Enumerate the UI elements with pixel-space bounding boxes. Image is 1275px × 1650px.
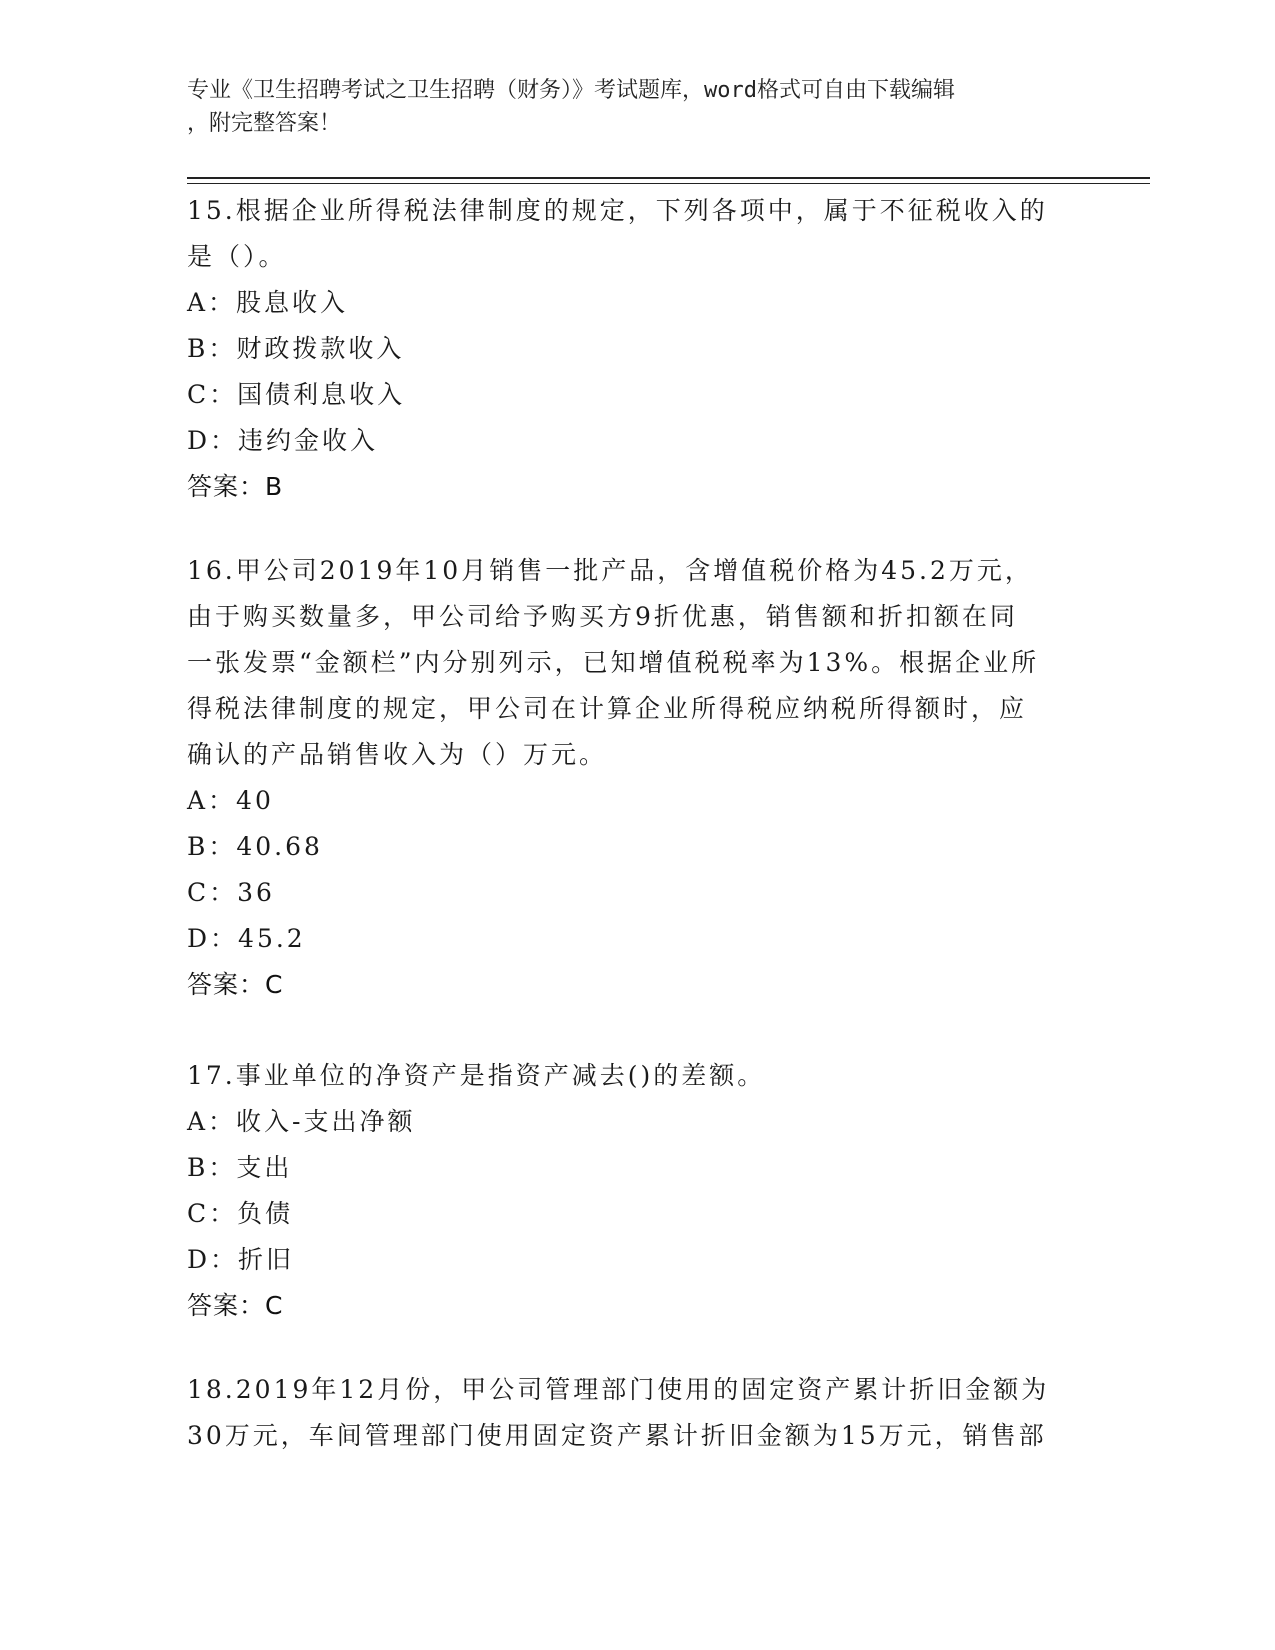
question-15	[187, 188, 1087, 510]
header-rule-thick	[187, 177, 1150, 179]
option-d: D：45.2	[187, 924, 306, 953]
header-rule-thin	[187, 183, 1150, 184]
question-stem-line: 17.事业单位的净资产是指资产减去()的差额。	[187, 1061, 766, 1090]
answer: 答案：C	[187, 1291, 284, 1320]
question-stem-line: 得税法律制度的规定，甲公司在计算企业所得税应纳税所得额时，应	[187, 694, 1028, 723]
option-b: B：财政拨款收入	[187, 334, 405, 363]
header-line-1: 专业《卫生招聘考试之卫生招聘（财务）》考试题库，word格式可自由下载编辑	[187, 78, 955, 103]
question-stem-line: 18.2019年12月份，甲公司管理部门使用的固定资产累计折旧金额为	[187, 1375, 1050, 1404]
option-d: D：折旧	[187, 1245, 295, 1274]
option-c: C：负债	[187, 1199, 294, 1228]
answer: 答案：B	[187, 472, 284, 501]
question-stem-line: 确认的产品销售收入为（）万元。	[187, 740, 608, 769]
option-a: A：40	[187, 786, 274, 815]
question-stem-line: 15.根据企业所得税法律制度的规定，下列各项中，属于不征税收入的	[187, 196, 1048, 225]
document-header	[187, 74, 1067, 140]
option-b: B：支出	[187, 1153, 293, 1182]
option-a: A：收入-支出净额	[187, 1107, 416, 1136]
question-stem-line: 一张发票“金额栏”内分别列示，已知增值税税率为13%。根据企业所	[187, 648, 1040, 677]
option-b: B：40.68	[187, 832, 323, 861]
question-stem-line: 由于购买数量多，甲公司给予购买方9折优惠，销售额和折扣额在同	[187, 602, 1018, 631]
question-stem-line: 是（）。	[187, 242, 287, 271]
option-c: C：36	[187, 878, 275, 907]
option-c: C：国债利息收入	[187, 380, 406, 409]
option-d: D：违约金收入	[187, 426, 379, 455]
question-17	[187, 1053, 1087, 1329]
question-16	[187, 548, 1087, 1008]
question-stem-line: 30万元，车间管理部门使用固定资产累计折旧金额为15万元，销售部	[187, 1421, 1047, 1450]
question-stem-line: 16.甲公司2019年10月销售一批产品，含增值税价格为45.2万元，	[187, 556, 1033, 585]
answer: 答案：C	[187, 970, 284, 999]
question-18	[187, 1367, 1087, 1459]
option-a: A：股息收入	[187, 288, 349, 317]
header-line-2: ，附完整答案！	[187, 111, 342, 136]
